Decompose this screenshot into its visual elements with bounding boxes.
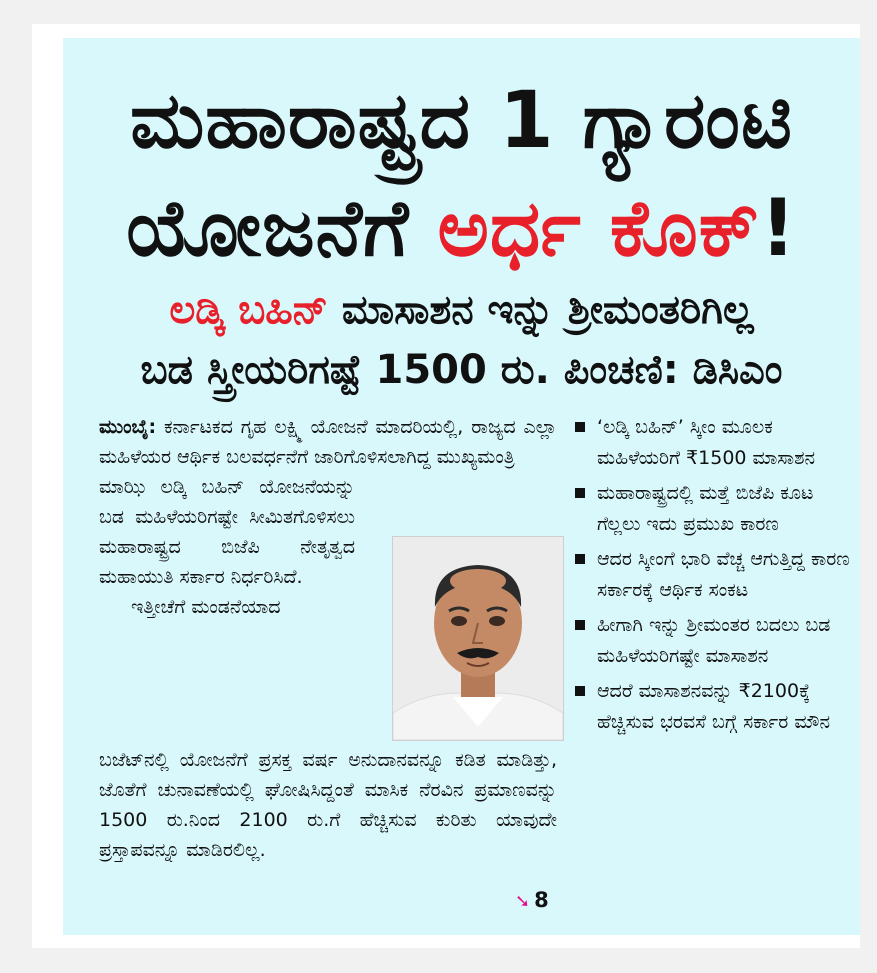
article-paragraph-1: [99, 412, 557, 472]
arrow-down-right-icon: ➘: [515, 891, 531, 912]
highlight-text: ಆದರ ಸ್ಕೀಂಗೆ ಭಾರಿ ವೆಚ್ಚ ಆಗುತ್ತಿದ್ದ ಕಾರಣ ಸರ್ಕಾರಕ್ಕೆ ಆರ್ಥಿಕ ಸಂಕಟ: [597, 548, 850, 601]
highlights-list: [573, 412, 858, 742]
portrait-photo: [392, 536, 564, 741]
highlight-text: ಆದರೆ ಮಾಸಾಶನವನ್ನು ₹2100ಕ್ಕೆ ಹೆಚ್ಚಿಸುವ ಭರವಸೆ ಬಗ್ಗೆ ಸರ್ಕಾರ ಮೌನ: [597, 680, 831, 733]
headline-line-1: ಮಹಾರಾಷ್ಟ್ರದ 1 ಗ್ಯಾರಂಟಿ: [130, 76, 793, 166]
paragraph-1-wrap-text: ಮಾಝಿ ಲಡ್ಕಿ ಬಹಿನ್ ಯೋಜನೆಯನ್ನು ಬಡ ಮಹಿಳೆಯರಿಗಷ್ಟೇ ಸೀಮಿತಗೊಳಿಸಲು ಮಹಾರಾಷ್ಟ್ರದ ಬಿಜೆಪಿ ನೇತೃತ್ವದ ಮಹಾಯುತಿ ಸರ್ಕಾರ ನಿರ್ಧರಿಸಿದೆ.: [99, 476, 355, 588]
newspaper-clipping: [32, 24, 860, 948]
bullet-square-icon: [575, 422, 585, 432]
paragraph-2-full-text: ಬಜೆಟ್‌ನಲ್ಲಿ ಯೋಜನೆಗೆ ಪ್ರಸಕ್ತ ವರ್ಷ ಅನುದಾನವನ್ನೂ ಕಡಿತ ಮಾಡಿತ್ತು, ಜೊತೆಗೆ ಚುನಾವಣೆಯಲ್ಲಿ ಘೋಷಿಸಿದ್ದಂತೆ ಮಾಸಿಕ ನೆರವಿನ ಪ್ರಮಾಣವನ್ನು 1500 ರು.ನಿಂದ 2100 ರು.ಗೆ ಹೆಚ್ಚಿಸುವ ಕುರಿತು ಯಾವುದೇ ಪ್ರಸ್ತಾಪವನ್ನೂ ಮಾಡಿರಲಿಲ್ಲ.: [99, 749, 557, 861]
subheadline-line-1: [73, 287, 850, 333]
article-body-bottom: [99, 726, 557, 884]
highlight-item: [573, 412, 858, 474]
article-panel: [63, 38, 860, 935]
portrait-illustration: [393, 537, 563, 740]
highlight-item: [573, 676, 858, 738]
dateline: ಮುಂಬೈ:: [99, 416, 157, 438]
jump-page-number: 8: [534, 888, 549, 912]
paragraph-1-full-text: ಕರ್ನಾಟಕದ ಗೃಹ ಲಕ್ಷ್ಮಿ ಯೋಜನೆ ಮಾದರಿಯಲ್ಲಿ, ರಾಜ್ಯದ ಎಲ್ಲಾ ಮಹಿಳೆಯರ ಆರ್ಥಿಕ ಬಲವರ್ಧನೆಗೆ ಜಾರಿಗೊಳಿಸಲಾಗಿದ್ದ ಮುಖ್ಯಮಂತ್ರಿ: [99, 416, 558, 468]
subheadline-line-2: ಬಡ ಸ್ತ್ರೀಯರಿಗಷ್ಟೆ 1500 ರು. ಪಿಂಚಣಿ: ಡಿಸಿಎಂ: [140, 347, 783, 393]
paragraph-2-wrap-text: ಇತ್ತೀಚೆಗೆ ಮಂಡನೆಯಾದ: [131, 596, 281, 618]
highlight-item: [573, 478, 858, 540]
headline-line-2-red: ಅರ್ಧ ಕೊಕ್: [437, 184, 761, 274]
subheadline-red: ಲಡ್ಕಿ ಬಹಿನ್: [169, 287, 328, 333]
highlight-text: ‘ಲಡ್ಕಿ ಬಹಿನ್’ ಸ್ಕೀಂ ಮೂಲಕ ಮಹಿಳೆಯರಿಗೆ ₹1500 ಮಾಸಾಶನ: [597, 416, 816, 469]
subheadline-black: ಮಾಸಾಶನ ಇನ್ನು ಶ್ರೀಮಂತರಿಗಿಲ್ಲ: [341, 287, 754, 333]
highlight-item: [573, 544, 858, 606]
bullet-square-icon: [575, 554, 585, 564]
headline-line-2: [73, 184, 850, 274]
headline-exclamation: !: [760, 184, 797, 274]
highlight-item: [573, 610, 858, 672]
headline-line-2-black: ಯೋಜನೆಗೆ: [126, 184, 410, 274]
bullet-square-icon: [575, 488, 585, 498]
bullet-square-icon: [575, 686, 585, 696]
highlight-text: ಮಹಾರಾಷ್ಟ್ರದಲ್ಲಿ ಮತ್ತೆ ಬಿಜೆಪಿ ಕೂಟ ಗೆಲ್ಲಲು ಇದು ಪ್ರಮುಖ ಕಾರಣ: [597, 482, 814, 535]
bullet-square-icon: [575, 620, 585, 630]
highlight-text: ಹೀಗಾಗಿ ಇನ್ನು ಶ್ರೀಮಂತರ ಬದಲು ಬಡ ಮಹಿಳೆಯರಿಗಷ್ಟೇ ಮಾಸಾಶನ: [597, 614, 831, 667]
continued-on-page: [515, 888, 549, 912]
